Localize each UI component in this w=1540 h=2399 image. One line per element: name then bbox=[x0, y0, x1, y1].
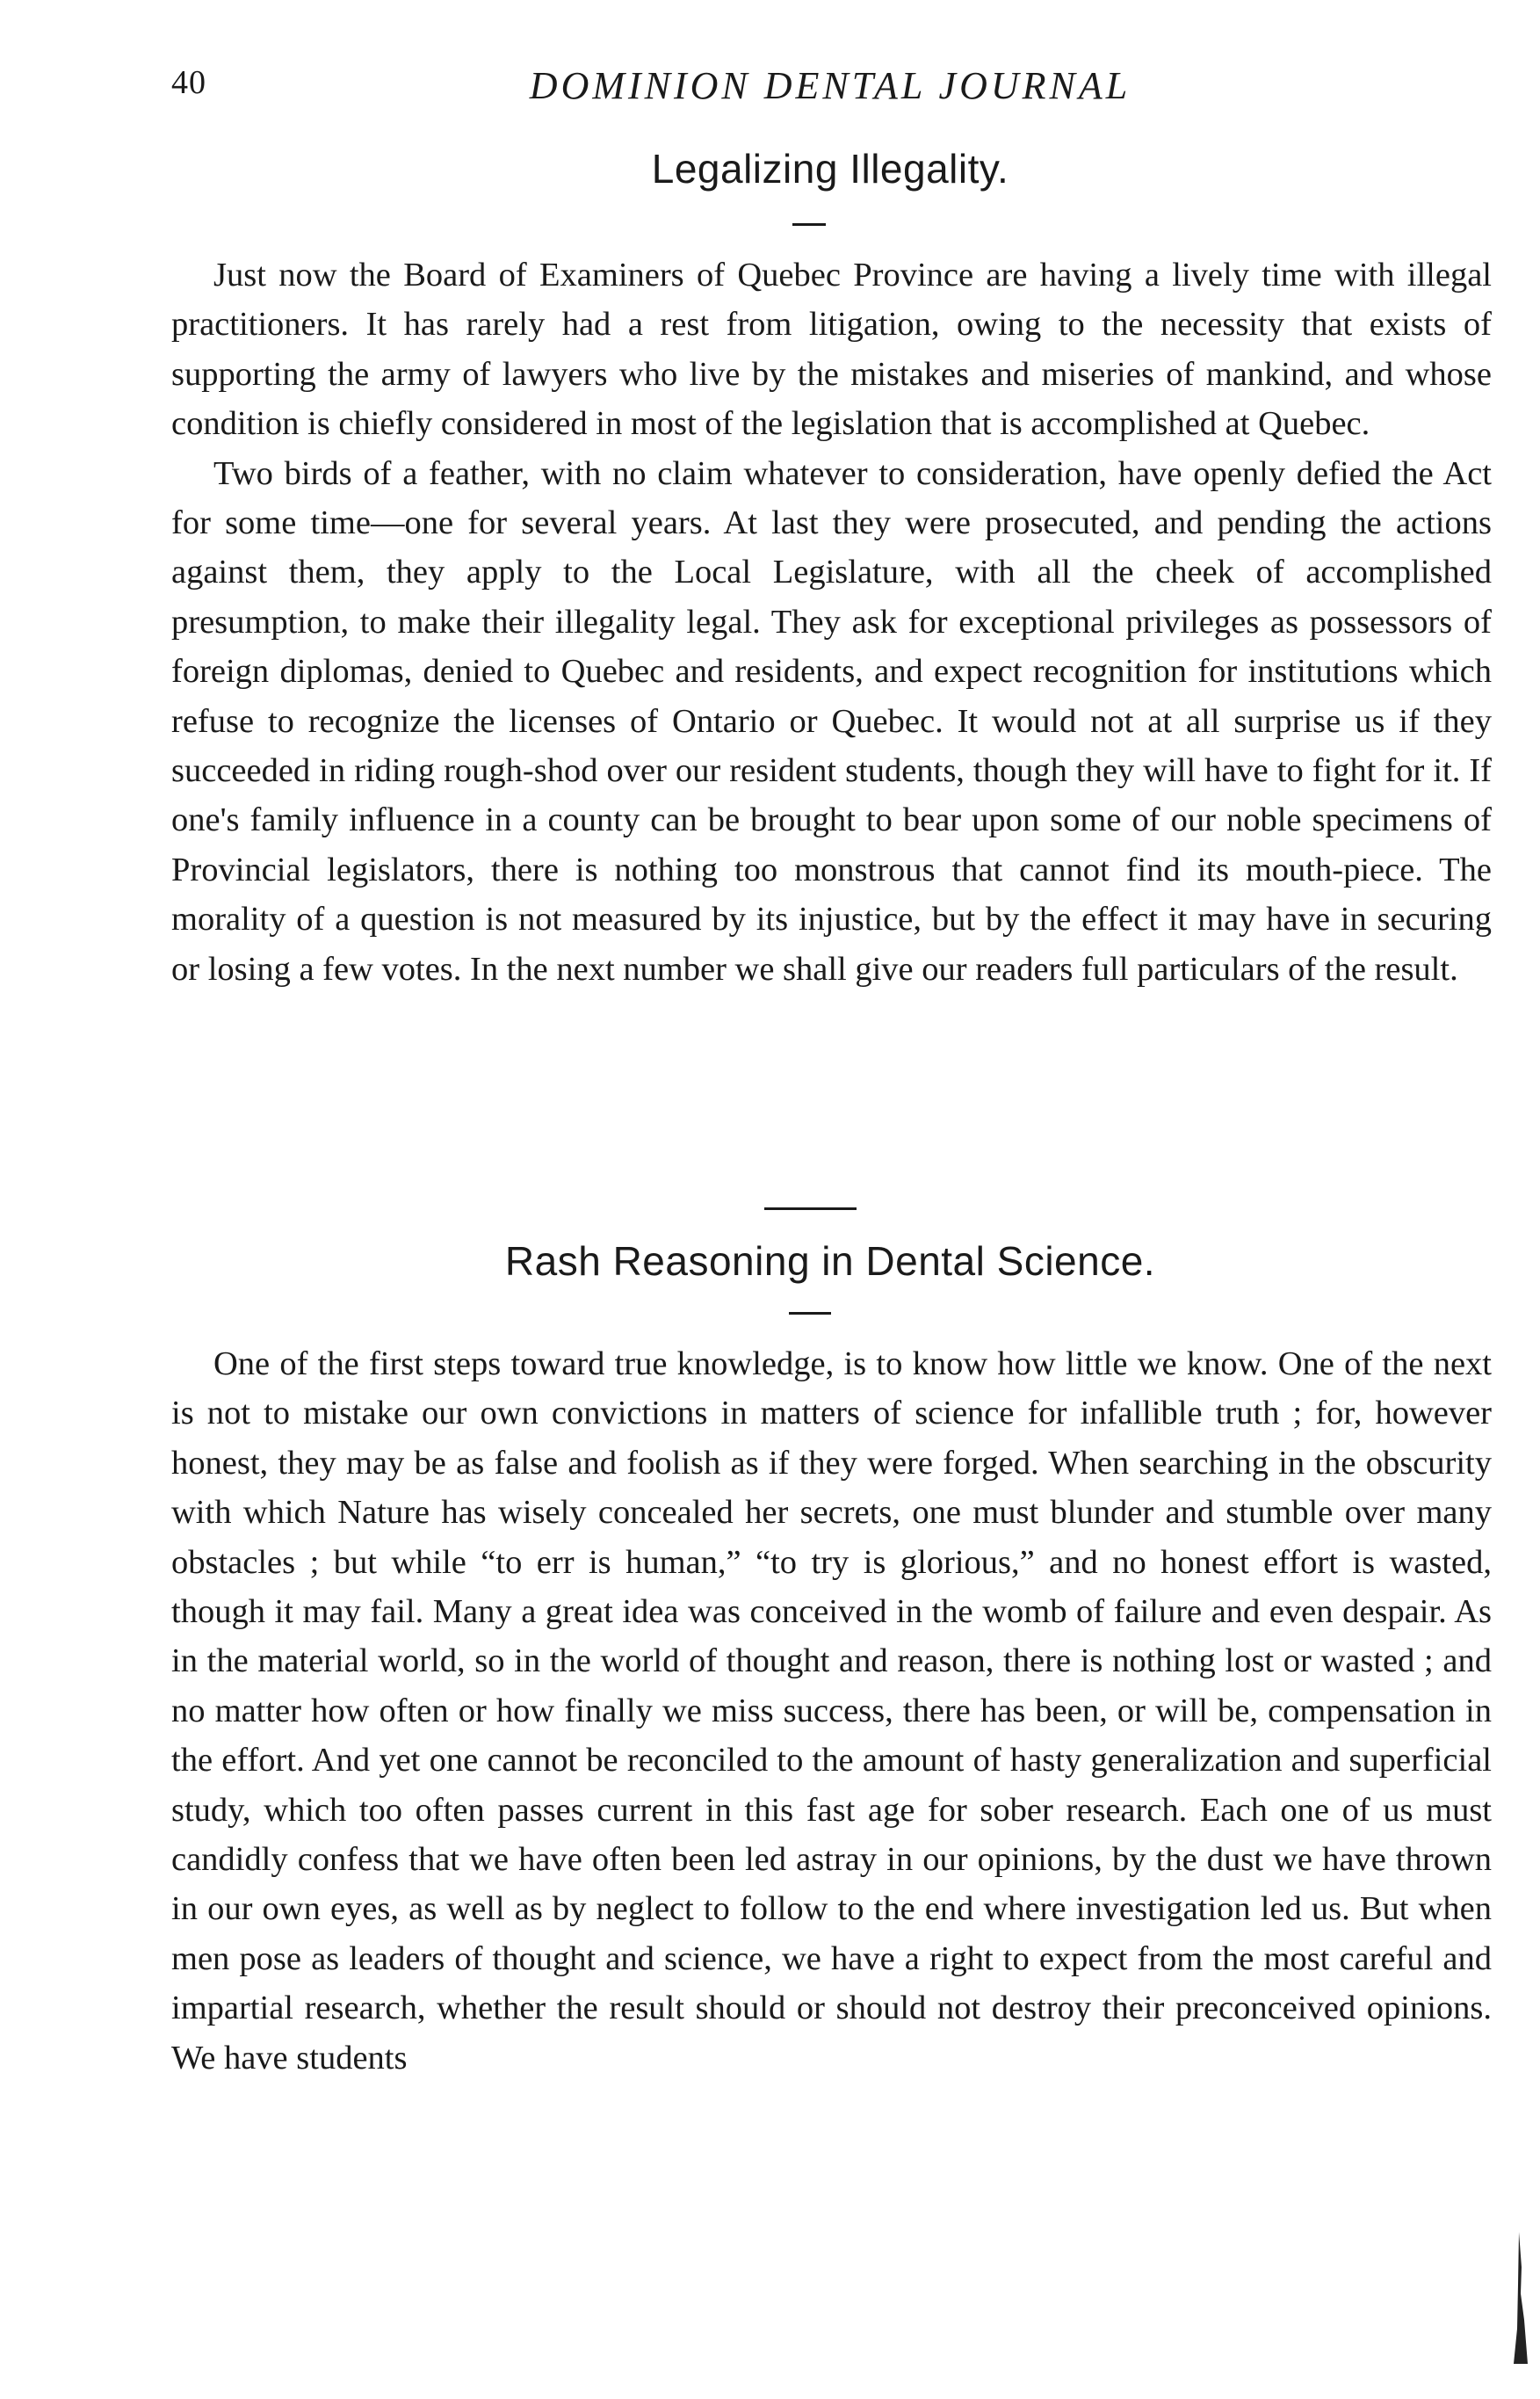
article-title-rash-reasoning: Rash Reasoning in Dental Science. bbox=[504, 1238, 1156, 1284]
page-edge-mark bbox=[1510, 2232, 1529, 2364]
paragraph: Two birds of a feather, with no claim whatever to consideration, have openly defied the Act for some time—one for several years. At last they were prosecuted, and pending the actions against them, they apply to the Local Legislature, with all the cheek of accomplished presumption, to make their illegality legal. They ask for exceptional privileges as possessors of foreign diplomas, denied to Quebec and residents, and expect recognition for institutions which refuse to recognize the licenses of Ontario or Quebec. It would not at all surprise us if they succeeded in riding rough-shod over our resident students, though they will have to fight for it. If one's family influence in a county can be brought to bear upon some of our noble specimens of Provincial legislators, there is nothing too monstrous that cannot find its mouth-piece. The morality of a question is not measured by its injustice, but by the effect it may have in securing or losing a few votes. In the next number we shall give our readers full particulars of the result. bbox=[171, 454, 1492, 988]
section-divider bbox=[764, 1207, 857, 1210]
running-head bbox=[171, 63, 1489, 116]
title-divider bbox=[792, 223, 826, 226]
article-body-rash-reasoning bbox=[171, 1339, 1492, 2083]
article-title-legalizing-illegality: Legalizing Illegality. bbox=[651, 146, 1009, 192]
title-divider bbox=[789, 1312, 831, 1315]
article-body-legalizing-illegality bbox=[171, 250, 1492, 994]
journal-title: DOMINION DENTAL JOURNAL bbox=[529, 64, 1132, 107]
page-number: 40 bbox=[171, 64, 206, 101]
paragraph: One of the first steps toward true knowledge, is to know how little we know. One of the next is not to mistake our own convictions in matters of science for infallible truth ; for, however honest, they may be as false and foolish as if they were forged. When searching in the obscurity with which Nature has wisely concealed her secrets, one must blunder and stumble over many obstacles ; but while “to err is human,” “to try is glorious,” and no honest effort is wasted, though it may fail. Many a great idea was conceived in the womb of failure and even despair. As in the material world, so in the world of thought and reason, there is nothing lost or wasted ; and no matter how often or how finally we miss success, there has been, or will be, compensation in the effort. And yet one cannot be reconciled to the amount of hasty generalization and superficial study, which too often passes current in this fast age for sober research. Each one of us must candidly confess that we have often been led astray in our opinions, by the dust we have thrown in our own eyes, as well as by neglect to follow to the end where investigation led us. But when men pose as leaders of thought and science, we have a right to expect from the most careful and impartial research, whether the result should or should not destroy their preconceived opinions. We have students bbox=[171, 1345, 1492, 2076]
paragraph: Just now the Board of Examiners of Quebec Province are having a lively time with illegal practitioners. It has rarely had a rest from litigation, owing to the necessity that exists of supporting the army of lawyers who live by the mistakes and miseries of mankind, and whose condition is chiefly considered in most of the legislation that is accomplished at Quebec. bbox=[171, 257, 1492, 443]
